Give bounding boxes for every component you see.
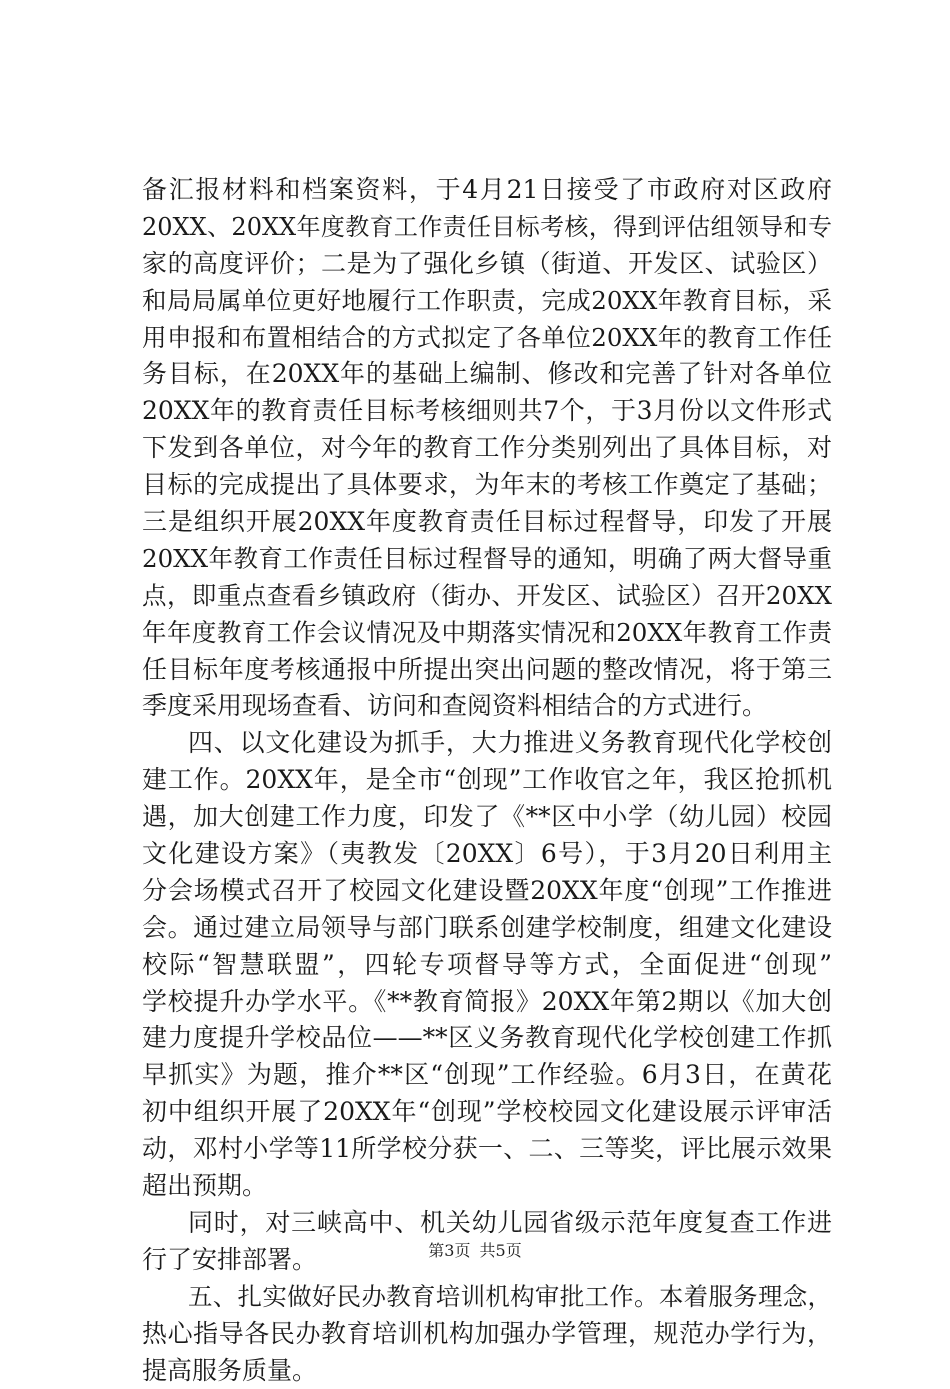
- text-line: 五、扎实做好民办教育培训机构审批工作。本着服务理念，: [142, 1279, 832, 1316]
- text-line: 20XX年教育工作责任目标过程督导的通知，明确了两大督导重: [142, 541, 832, 578]
- text-line: 热心指导各民办教育培训机构加强办学管理，规范办学行为，: [142, 1316, 832, 1353]
- text-line: 动，邓村小学等11所学校分获一、二、三等奖，评比展示效果: [142, 1131, 832, 1168]
- text-line: 校际“智慧联盟”，四轮专项督导等方式，全面促进“创现”: [142, 947, 832, 984]
- text-line: 早抓实》为题，推介**区“创现”工作经验。6月3日，在黄花: [142, 1057, 832, 1094]
- text-line: 四、以文化建设为抓手，大力推进义务教育现代化学校创: [142, 725, 832, 762]
- text-line: 年年度教育工作会议情况及中期落实情况和20XX年教育工作责: [142, 615, 832, 652]
- text-line: 同时，对三峡高中、机关幼儿园省级示范年度复查工作进: [142, 1205, 832, 1242]
- text-line: 下发到各单位，对今年的教育工作分类别列出了具体目标，对: [142, 430, 832, 467]
- document-body: [142, 172, 832, 1389]
- text-line: 遇，加大创建工作力度，印发了《**区中小学（幼儿园）校园: [142, 799, 832, 836]
- text-line: 20XX、20XX年度教育工作责任目标考核，得到评估组领导和专: [142, 209, 832, 246]
- text-line: 备汇报材料和档案资料，于4月21日接受了市政府对区政府: [142, 172, 832, 209]
- text-line: 任目标年度考核通报中所提出突出问题的整改情况，将于第三: [142, 652, 832, 689]
- text-line: 三是组织开展20XX年度教育责任目标过程督导，印发了开展: [142, 504, 832, 541]
- text-line: 超出预期。: [142, 1168, 832, 1205]
- text-line: 文化建设方案》（夷教发〔20XX〕6号），于3月20日利用主: [142, 836, 832, 873]
- text-line: 和局局属单位更好地履行工作职责，完成20XX年教育目标，采: [142, 283, 832, 320]
- text-line: 用申报和布置相结合的方式拟定了各单位20XX年的教育工作任: [142, 320, 832, 357]
- page-total: 共5页: [480, 1241, 522, 1260]
- text-line: 提高服务质量。: [142, 1353, 832, 1389]
- text-line: 20XX年的教育责任目标考核细则共7个，于3月份以文件形式: [142, 393, 832, 430]
- text-line: 建工作。20XX年，是全市“创现”工作收官之年，我区抢抓机: [142, 762, 832, 799]
- text-line: 点，即重点查看乡镇政府（街办、开发区、试验区）召开20XX: [142, 578, 832, 615]
- text-line: 务目标，在20XX年的基础上编制、修改和完善了针对各单位: [142, 356, 832, 393]
- page-number: 第3页: [428, 1241, 470, 1260]
- text-line: 家的高度评价；二是为了强化乡镇（街道、开发区、试验区）: [142, 246, 832, 283]
- text-line: 目标的完成提出了具体要求，为年末的考核工作奠定了基础；: [142, 467, 832, 504]
- text-line: 学校提升办学水平。《**教育简报》20XX年第2期以《加大创: [142, 984, 832, 1021]
- text-line: 季度采用现场查看、访问和查阅资料相结合的方式进行。: [142, 688, 832, 725]
- text-line: 初中组织开展了20XX年“创现”学校校园文化建设展示评审活: [142, 1094, 832, 1131]
- text-line: 分会场模式召开了校园文化建设暨20XX年度“创现”工作推进: [142, 873, 832, 910]
- text-line: 行了安排部署。: [142, 1242, 832, 1279]
- text-line: 会。通过建立局领导与部门联系创建学校制度，组建文化建设: [142, 910, 832, 947]
- page-footer: [0, 1241, 950, 1261]
- text-line: 建力度提升学校品位——**区义务教育现代化学校创建工作抓: [142, 1020, 832, 1057]
